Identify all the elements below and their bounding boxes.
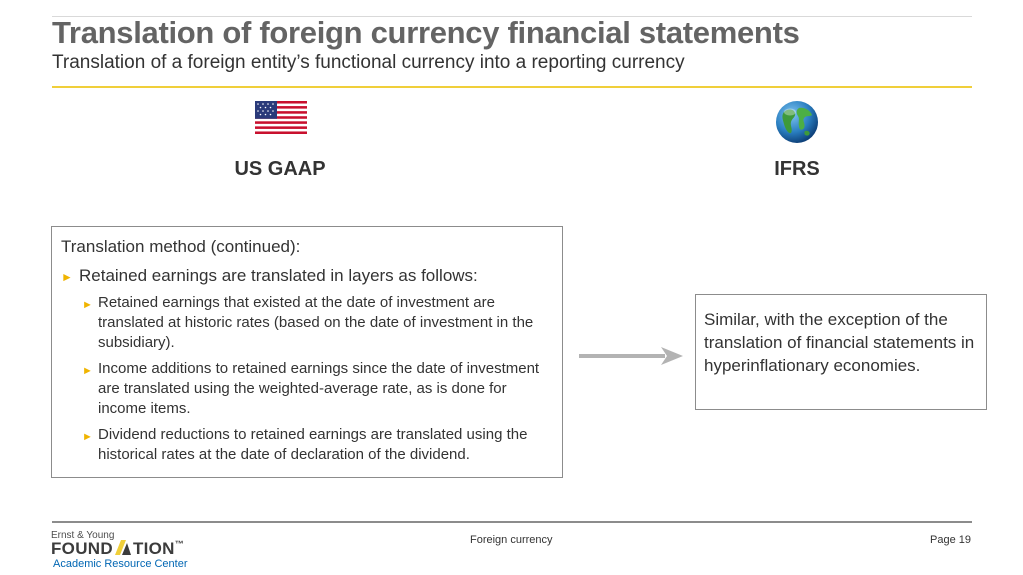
triangle-bullet-icon: ► (61, 270, 73, 284)
ifrs-heading: IFRS (774, 158, 820, 180)
box-intro: Translation method (continued): (61, 237, 301, 256)
page-subtitle: Translation of a foreign entity’s functional currency into a reporting currency (52, 52, 685, 73)
right-arrow-icon (579, 345, 683, 367)
ifrs-box: Similar, with the exception of the translation of financial statements in hyperinflationary economies. (695, 294, 987, 410)
footer-topic: Foreign currency (470, 534, 553, 546)
page-title: Translation of foreign currency financial statements (52, 15, 800, 50)
us-gaap-heading: US GAAP (234, 158, 326, 180)
logo-small-text: Ernst & Young (51, 530, 115, 541)
footer-rule (52, 521, 972, 523)
triangle-bullet-icon: ► (82, 431, 93, 443)
triangle-bullet-icon: ► (82, 365, 93, 377)
logo-subtitle: Academic Resource Center (53, 558, 188, 570)
triangle-bullet-icon: ► (82, 299, 93, 311)
logo-wordmark (51, 539, 184, 559)
logo-a-mark-icon (113, 540, 133, 555)
bullet-level2 (61, 359, 554, 419)
logo-wordmark-part: TION (132, 539, 175, 558)
logo-wordmark-part: FOUND (51, 539, 113, 558)
ey-foundation-logo (51, 530, 211, 572)
us-flag-icon (255, 101, 307, 134)
bullet-level2 (61, 425, 554, 465)
bullet-level2 (61, 293, 554, 353)
us-gaap-box (51, 226, 563, 478)
page-number: Page 19 (930, 534, 971, 546)
bullet-level2-text: Dividend reductions to retained earnings are translated using the historical rates at the date of declaration of the dividend. (98, 426, 528, 463)
bullet-level1-text: Retained earnings are translated in layers as follows: (79, 266, 478, 285)
globe-icon (775, 100, 819, 144)
bullet-level2-text: Retained earnings that existed at the date of investment are translated at historic rates (based on the date of investment in the subsidiary). (98, 294, 534, 351)
logo-tm: ™ (174, 539, 185, 549)
title-divider (52, 86, 972, 88)
bullet-level2-text: Income additions to retained earnings since the date of investment are translated using the weighted-average rate, as is done for income items. (98, 360, 540, 417)
bullet-level1 (61, 266, 554, 286)
